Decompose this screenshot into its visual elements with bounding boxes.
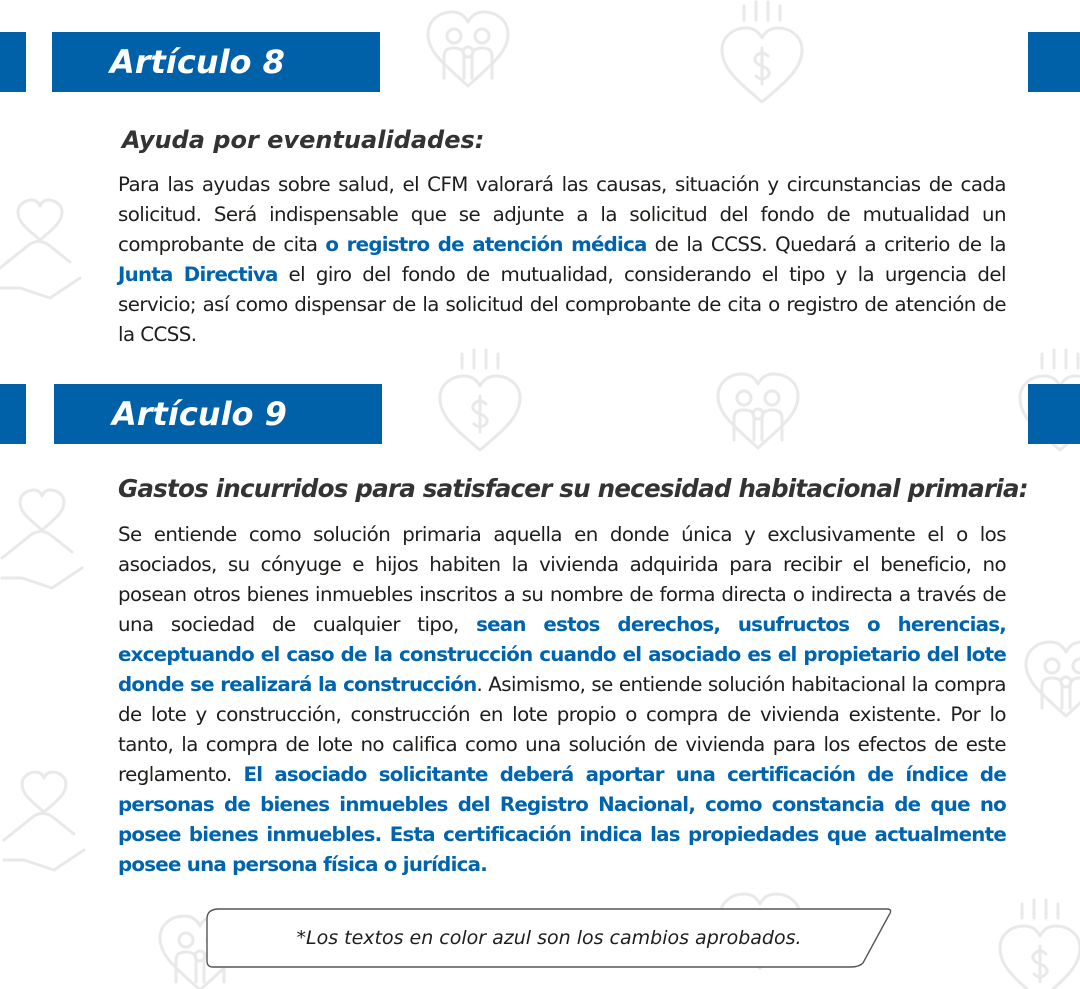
body-text: Se entiende como solución primaria aquella en donde única y exclusivamente el o los asociados, su cónyuge e hijos habiten la vivienda adquirida para recibir el beneficio, no posean otros bienes inmuebles inscritos a su nombre de forma directa o indirecta a través de una sociedad de cualquier tipo, — [118, 523, 1006, 636]
body-text: . Asimismo, se entiende solución habitacional la compra de lote y construcción, construcción en lote propio o compra de vivienda existente. Por lo tanto, la compra de lote no califica como una solución de vivienda para los efectos de este reglamento. — [118, 673, 1006, 786]
approved-change-text: El asociado solicitante deberá aportar una certificación de índice de personas de bienes inmuebles del Registro Nacional, como constancia de que no posee bienes inmuebles. Esta certificación indica las propiedades que actualmente posee una persona física o jurídica. — [118, 763, 1006, 876]
footnote-text: *Los textos en color azul son los cambios aprobados. — [296, 927, 802, 949]
left-accent-tab-article-9 — [0, 384, 26, 444]
article-9-heading: Artículo 9 — [54, 384, 382, 444]
body-text: de la CCSS. Quedará a criterio de la — [646, 233, 1006, 256]
article-8-body — [118, 170, 1006, 350]
approved-change-text: o registro de atención médica — [325, 233, 647, 256]
right-accent-tab-article-8 — [1028, 32, 1080, 92]
article-8-subtitle: Ayuda por eventualidades: — [122, 126, 485, 154]
right-accent-tab-article-9 — [1028, 384, 1080, 444]
article-9-body — [118, 520, 1006, 880]
footnote-box — [205, 907, 893, 969]
approved-change-text: sean estos derechos, usufructos o herencias, exceptuando el caso de la construcción cuando el asociado es el propietario del lote donde se realizará la construcción — [118, 613, 1006, 696]
left-accent-tab-article-8 — [0, 32, 26, 92]
body-text: Para las ayudas sobre salud, el CFM valorará las causas, situación y circunstancias de cada solicitud. Será indispensable que se adjunte a la solicitud del fondo de mutualidad un comprobante de cita — [118, 173, 1006, 256]
article-9-subtitle: Gastos incurridos para satisfacer su necesidad habitacional primaria: — [118, 474, 1028, 503]
approved-change-text: Junta Directiva — [118, 263, 278, 286]
body-text: el giro del fondo de mutualidad, considerando el tipo y la urgencia del servicio; así como dispensar de la solicitud del comprobante de cita o registro de atención de la CCSS. — [118, 263, 1006, 346]
article-8-heading: Artículo 8 — [52, 32, 380, 92]
